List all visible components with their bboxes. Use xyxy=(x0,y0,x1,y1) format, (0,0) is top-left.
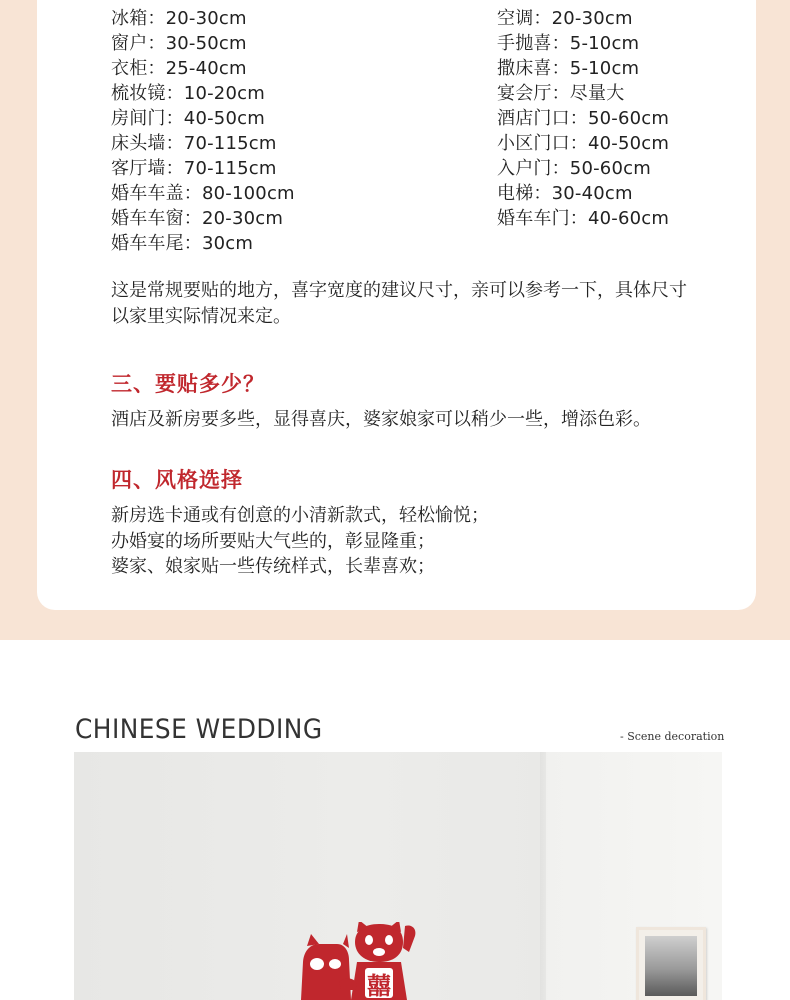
size-item: 房间门：40-50cm xyxy=(111,108,265,129)
size-item: 窗户：30-50cm xyxy=(111,33,247,54)
sticker-xi-text: 囍 xyxy=(367,972,391,1000)
banner-title: CHINESE WEDDING xyxy=(75,714,323,745)
size-item: 宴会厅：尽量大 xyxy=(497,83,625,104)
size-item: 撒床喜：5-10cm xyxy=(497,58,640,79)
style-line: 婆家、娘家贴一些传统样式，长辈喜欢； xyxy=(111,556,435,577)
wall-corner xyxy=(540,752,548,1000)
size-item: 婚车车门：40-60cm xyxy=(497,208,670,229)
size-item: 床头墙：70-115cm xyxy=(111,133,277,154)
size-item: 入户门：50-60cm xyxy=(497,158,651,179)
style-line: 新房选卡通或有创意的小清新款式，轻松愉悦； xyxy=(111,505,489,526)
size-list-right xyxy=(497,6,669,231)
size-item: 手抛喜：5-10cm xyxy=(497,33,640,54)
banner-subtitle: - Scene decoration xyxy=(620,730,725,743)
size-item: 衣柜：25-40cm xyxy=(111,58,247,79)
size-item: 婚车车窗：20-30cm xyxy=(111,208,284,229)
size-item: 冰箱：20-30cm xyxy=(111,8,247,29)
scene-photo xyxy=(74,752,722,1000)
size-item: 小区门口：40-50cm xyxy=(497,133,670,154)
section-title-quantity: 三、要贴多少？ xyxy=(111,372,265,396)
size-item: 客厅墙：70-115cm xyxy=(111,158,277,179)
section-text-quantity: 酒店及新房要多些，显得喜庆，婆家娘家可以稍少一些，增添色彩。 xyxy=(111,409,651,430)
lucky-cat-sticker xyxy=(299,922,429,1000)
size-item: 电梯：30-40cm xyxy=(497,183,633,204)
section-text-style xyxy=(111,503,711,580)
picture-frame xyxy=(636,927,706,1000)
size-item: 酒店门口：50-60cm xyxy=(497,108,670,129)
size-item: 婚车车尾：30cm xyxy=(111,233,254,254)
style-line: 办婚宴的场所要贴大气些的，彰显隆重； xyxy=(111,530,435,552)
size-item: 梳妆镜：10-20cm xyxy=(111,83,265,104)
size-item: 空调：20-30cm xyxy=(497,8,633,29)
framed-photo xyxy=(645,936,697,996)
size-list-left xyxy=(111,6,295,256)
section-title-style: 四、风格选择 xyxy=(111,468,243,492)
size-item: 婚车车盖：80-100cm xyxy=(111,183,295,204)
size-note: 这是常规要贴的地方，喜字宽度的建议尺寸，亲可以参考一下，具体尺寸以家里实际情况来定。 xyxy=(111,280,687,327)
